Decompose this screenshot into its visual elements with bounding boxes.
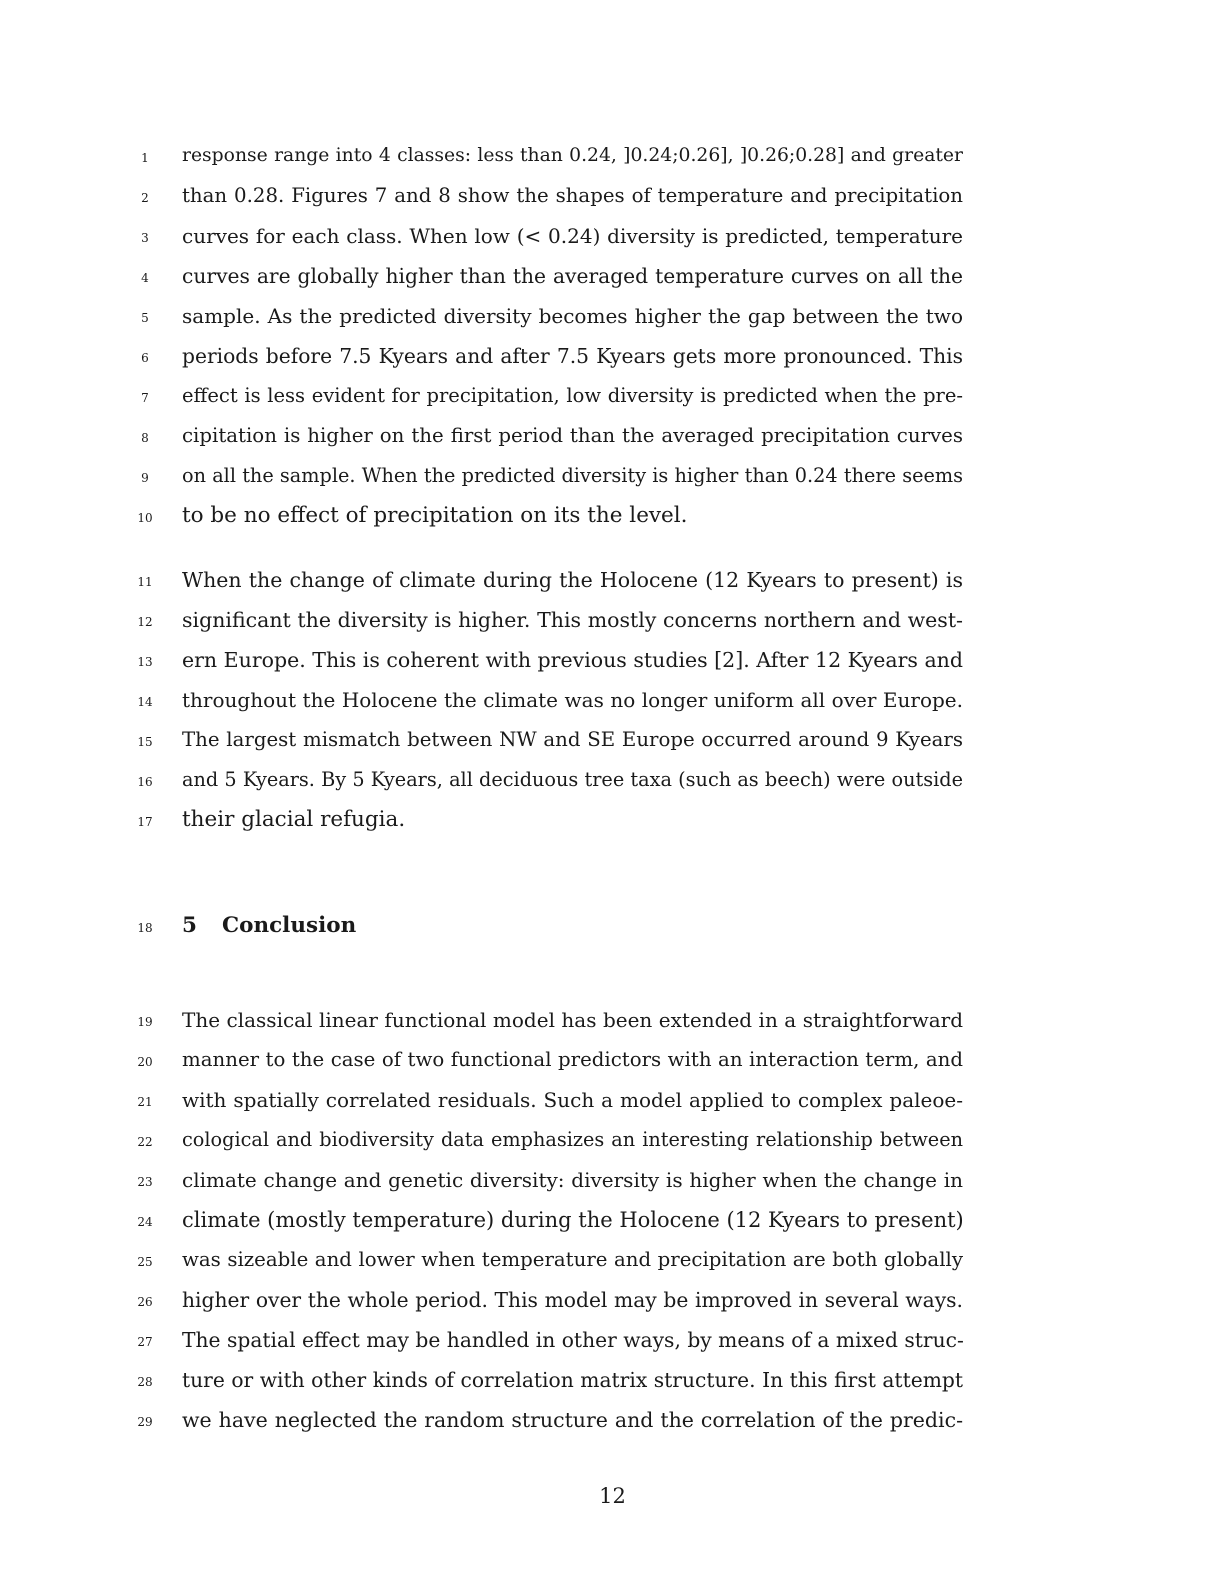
text-line: ture or with other kinds of correlation matrix structure. In this first attempt <box>182 1368 963 1392</box>
line-number: 1 <box>141 151 149 165</box>
text-line: effect is less evident for precipitation, low diversity is predicted when the pre- <box>182 384 963 407</box>
line-number: 11 <box>137 575 153 589</box>
line-number: 16 <box>137 775 153 789</box>
text-line: we have neglected the random structure and the correlation of the predic- <box>182 1408 963 1432</box>
text-line: cipitation is higher on the first period than the averaged precipitation curves <box>182 424 963 447</box>
line-number: 6 <box>141 351 149 365</box>
section-number: 5 <box>182 913 197 938</box>
line-number: 18 <box>137 921 153 935</box>
text-line: climate change and genetic diversity: diversity is higher when the change in <box>182 1168 963 1192</box>
line-number: 17 <box>137 815 153 829</box>
line-number: 4 <box>141 271 149 285</box>
text-line: than 0.28. Figures 7 and 8 show the shapes of temperature and precipitation <box>182 184 963 207</box>
line-number: 23 <box>137 1175 153 1189</box>
line-number: 29 <box>137 1415 153 1429</box>
text-line: to be no effect of precipitation on its the level. <box>182 503 688 528</box>
text-line: response range into 4 classes: less than 0.24, ]0.24;0.26], ]0.26;0.28] and greater <box>182 145 963 166</box>
page-number: 12 <box>599 1484 626 1508</box>
text-line: higher over the whole period. This model may be improved in several ways. <box>182 1288 963 1312</box>
line-number: 2 <box>141 191 149 205</box>
line-number: 28 <box>137 1375 153 1389</box>
text-line: manner to the case of two functional predictors with an interaction term, and <box>182 1048 963 1071</box>
text-line: on all the sample. When the predicted diversity is higher than 0.24 there seems <box>182 464 963 487</box>
line-number: 22 <box>137 1135 153 1149</box>
text-line: periods before 7.5 Kyears and after 7.5 Kyears gets more pronounced. This <box>182 344 963 368</box>
line-number: 12 <box>137 615 153 629</box>
line-number: 19 <box>137 1015 153 1029</box>
line-number: 26 <box>137 1295 153 1309</box>
line-number: 8 <box>141 431 149 445</box>
text-line: sample. As the predicted diversity becomes higher the gap between the two <box>182 304 963 328</box>
section-heading <box>182 906 356 946</box>
section-title: Conclusion <box>222 913 357 938</box>
line-number: 10 <box>137 511 153 525</box>
text-line: The classical linear functional model has been extended in a straightforward <box>182 1008 963 1032</box>
line-number: 13 <box>137 655 153 669</box>
line-number: 25 <box>137 1255 153 1269</box>
line-number: 5 <box>141 311 149 325</box>
line-number: 7 <box>141 391 149 405</box>
text-line: and 5 Kyears. By 5 Kyears, all deciduous tree taxa (such as beech) were outside <box>182 768 963 791</box>
text-line: curves are globally higher than the averaged temperature curves on all the <box>182 264 963 288</box>
line-number: 15 <box>137 735 153 749</box>
line-number: 9 <box>141 471 149 485</box>
line-number: 27 <box>137 1335 153 1349</box>
line-number: 3 <box>141 231 149 245</box>
text-line: climate (mostly temperature) during the Holocene (12 Kyears to present) <box>182 1208 964 1232</box>
text-line: throughout the Holocene the climate was no longer uniform all over Europe. <box>182 688 963 712</box>
text-line: with spatially correlated residuals. Such a model applied to complex paleoe- <box>182 1088 963 1112</box>
text-line: curves for each class. When low (< 0.24) diversity is predicted, temperature <box>182 224 963 248</box>
text-line: When the change of climate during the Holocene (12 Kyears to present) is <box>182 568 963 592</box>
line-number: 21 <box>137 1095 153 1109</box>
text-line: The spatial effect may be handled in other ways, by means of a mixed struc- <box>182 1328 964 1352</box>
text-line: significant the diversity is higher. This mostly concerns northern and west- <box>182 608 963 632</box>
text-line: cological and biodiversity data emphasizes an interesting relationship between <box>182 1128 963 1151</box>
line-number: 24 <box>137 1215 153 1229</box>
text-line: was sizeable and lower when temperature and precipitation are both globally <box>182 1248 963 1271</box>
line-number: 20 <box>137 1055 153 1069</box>
line-number: 14 <box>137 695 153 709</box>
text-line: ern Europe. This is coherent with previous studies [2]. After 12 Kyears and <box>182 648 963 672</box>
text-line: their glacial refugia. <box>182 807 406 832</box>
text-line: The largest mismatch between NW and SE Europe occurred around 9 Kyears <box>182 728 963 751</box>
